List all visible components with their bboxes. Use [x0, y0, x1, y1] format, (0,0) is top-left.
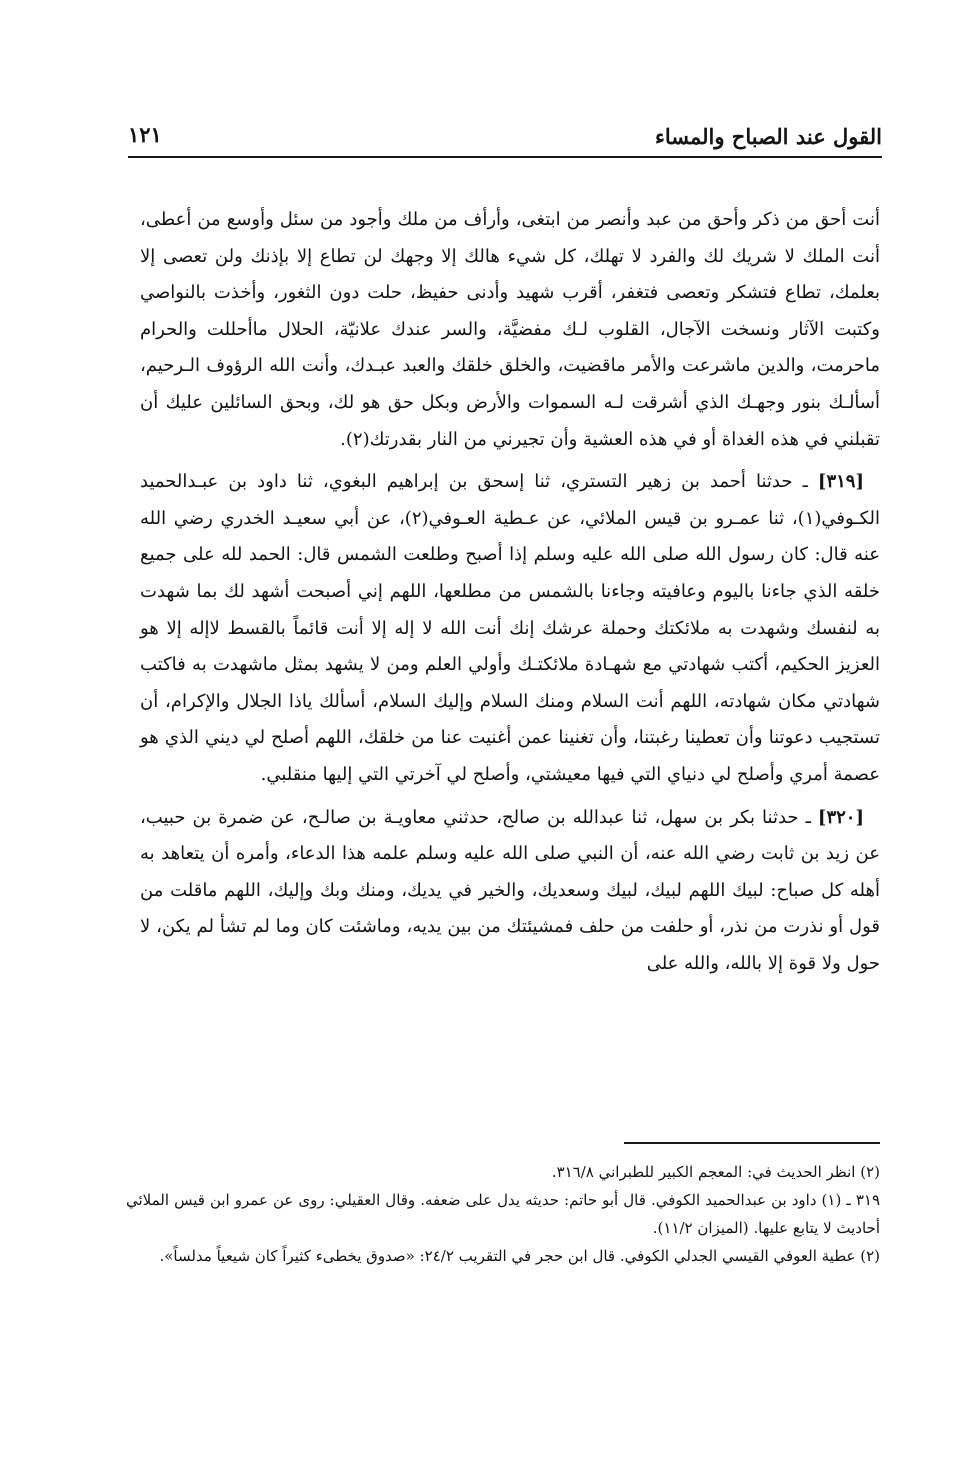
hadith-number: [٣١٩]	[817, 471, 864, 493]
footnote: (٢) عطية العوفي القيسي الجدلي الكوفي. قال ابن حجر في التقريب ٢٤/٢: «صدوق يخطىء كثيراً كان شيعياً مدلساً».	[159, 1247, 880, 1265]
hadith-text: ـ حدثنا بكر بن سهل، ثنا عبدالله بن صالح، حدثني معاويـة بن صالـح، عن ضمرة بن حبيب، عن زيد بن ثابت رضي الله عنه، أن النبي صلى الله عليه وسلم علمه هذا الدعاء، وأمره أن يتعاهد به أهله كل صباح: لبيك اللهم لبيك، لبيك وسعديك، والخير في يديك، ومنك وبك وإليك، اللهم ماقلت من قول أو نذرت من نذر، أو حلفت من حلف فمشيئتك من بين يديه، وماشئت كان وما لم تشأ لم يكن، لا حول ولا قوة إلا بالله، والله على	[140, 806, 880, 974]
continuation-paragraph: أنت أحق من ذكر وأحق من عبد وأنصر من ابتغى، وأرأف من ملك وأجود من سئل وأوسع من أعطى، أنت الملك لا شريك لك والفرد لا تهلك، كل شيء هالك إلا وجهك لن تطاع إلا بإذنك ولن تعصى إلا بعلمك، تطاع فتشكر وتعصى فتغفر، أقرب شهيد وأدنى حفيظ، حلت دون الثغور، وأخذت بالنواصي وكتبت الآثار ونسخت الآجال، القلوب لـك مفضيَّة، والسر عندك علانيّة، الحلال ماأحللت والحرام ماحرمت، والدين ماشرعت والأمر ماقضيت، والخلق خلقك والعبد عبـدك، وأنت الله الرؤوف الـرحيم، أسألـك بنور وجهـك الذي أشرقت لـه السموات والأرض وبكل حق هو لك، وبحق السائلين عليك أن تقبلني في هذه الغداة أو في هذه العشية وأن تجيرني من النار بقدرتك(٢).	[140, 209, 880, 450]
page-number: ١٢١	[128, 122, 162, 147]
chapter-title: القول عند الصباح والمساء	[654, 124, 882, 149]
footnote: ٣١٩ ـ (١) داود بن عبدالحميد الكوفي. قال أبو حاتم: حديثه يدل على ضعفه. وقال العقيلي: روى عن عمرو ابن قيس الملائي أحاديث لا يتابع عليها. (الميزان ١١/٢).	[126, 1191, 880, 1237]
hadith-text: ـ حدثنا أحمد بن زهير التستري، ثنا إسحق بن إبراهيم البغوي، ثنا داود بن عبـدالحميد الكـوفي(١)، ثنا عمـرو بن قيس الملائي، عن عـطية العـوفي(٢)، عن أبي سعيـد الخدري رضي الله عنه قال: كان رسول الله صلى الله عليه وسلم إذا أصبح وطلعت الشمس قال: الحمد لله على جميع خلقه الذي جاءنا باليوم وعافيته وجاءنا بالشمس من مطلعها، اللهم إني أصبحت أشهد لك بما شهدت به لنفسك وشهدت به ملائكتك وحملة عرشك إنك أنت الله لا إله إلا أنت قائماً بالقسط لاإله إلا هو العزيز الحكيم، أكتب شهادتي مع شهـادة ملائكتـك وأولي العلم ومن لا يشهد بمثل ماشهدت به فاكتب شهادتي مكان شهادته، اللهم أنت السلام ومنك السلام وإليك السلام، أسألك ياذا الجلال والإكرام، أن تستجيب دعوتنا وأن تعطينا رغبتنا، وأن تغنينا عمن أغنيت عنا من خلقك، اللهم أصلح لي ديني الذي هو عصمة أمري وأصلح لي دنياي التي فيها معيشتي، وأصلح لي آخرتي التي إليها منقلبي.	[140, 471, 881, 785]
main-text	[140, 202, 880, 988]
footnote: (٢) انظر الحديث في: المعجم الكبير للطبراني ٣١٦/٨.	[551, 1163, 880, 1181]
header-rule	[128, 156, 882, 158]
hadith-319	[140, 464, 880, 793]
footnotes	[126, 1158, 880, 1270]
hadith-number: [٣٢٠]	[817, 806, 864, 828]
hadith-320	[140, 800, 880, 983]
footnote-rule	[624, 1142, 880, 1144]
